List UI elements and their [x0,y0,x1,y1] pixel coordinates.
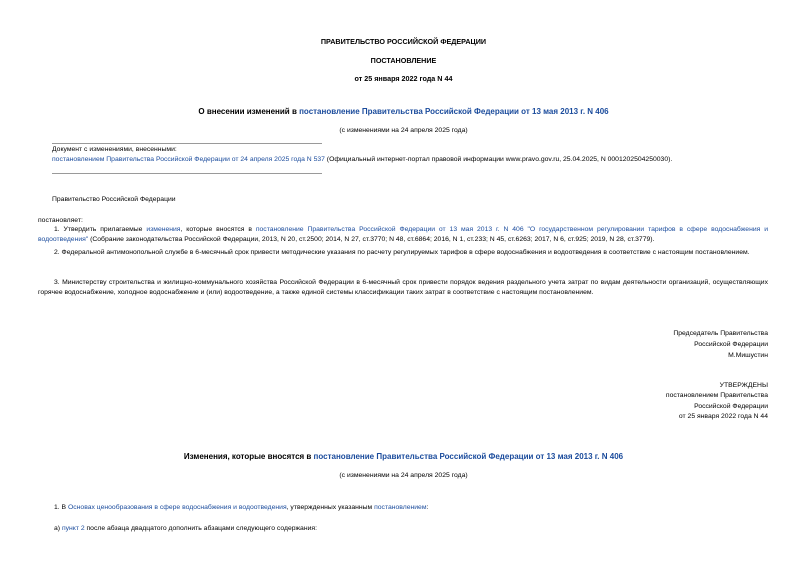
signature-position: Председатель Правительства [673,330,768,337]
signature-name: М.Мишустин [728,352,768,359]
government-heading: ПРАВИТЕЛЬСТВО РОССИЙСКОЙ ФЕДЕРАЦИИ [320,37,487,46]
amendments-top-rule [52,143,322,144]
changes-title-prefix: Изменения, которые вносятся в [183,452,314,461]
item1-text-c: : [426,504,429,511]
pricing-basics-link[interactable]: Основах ценообразования в сфере водоснабжения и водоотведения [67,504,287,511]
title-prefix: О внесении изменений в [198,107,300,116]
approved-heading: УТВЕРЖДЕНЫ [719,382,768,389]
changes-title-resolution-link[interactable]: постановление Правительства Российской Федерации от 13 мая 2013 г. N 406 [313,452,624,461]
item1-resolution-link[interactable]: постановлением [374,504,427,511]
changes-section-note: (с изменениями на 24 апреля 2025 года) [339,472,468,479]
p1-text-b: , которые вносятся в [180,226,256,233]
document-date-number: от 25 января 2022 года N 44 [354,74,453,83]
document-title [0,107,807,116]
paragraph-3: 3. Министерству строительства и жилищно-коммунального хозяйства Российской Федерации в 6-месячный срок привести порядок ведения раздельного учета затрат по видам деятельности организаций, осуществляющих горячее водоснабжение, холодное водоснабжение и (или) водоотведение, а также единой системы классификации таких затрат в соответствие с настоящим постановлением. [38,279,768,296]
p1-resolution-link[interactable]: постановление Правительства Российской Федерации от 13 мая 2013 г. N 406 "О государственном регулировании тарифов в сфере водоснабжения и водоотведения" [38,226,768,243]
changes-item-1 [54,504,428,511]
changes-subitem-a [54,525,317,532]
approved-line-2: постановлением Правительства [665,392,768,399]
p1-changes-link[interactable]: изменения [146,226,181,233]
subitem-a-label: а) [54,525,62,532]
item1-text-b: , утвержденных указанным [286,504,375,511]
amendment-resolution-link[interactable]: постановлением Правительства Российской Федерации от 24 апреля 2025 года N 537 [52,156,325,163]
signature-country: Российской Федерации [694,341,768,348]
title-resolution-link[interactable]: постановление Правительства Российской Федерации от 13 мая 2013 г. N 406 [299,107,609,116]
point-2-link[interactable]: пункт 2 [61,525,85,532]
government-line: Правительство Российской Федерации [52,196,176,203]
amendments-bottom-rule [52,173,322,174]
item1-text-a: 1. В [54,504,68,511]
subitem-a-text: после абзаца двадцатого дополнить абзацами следующего содержания: [84,525,317,532]
approved-line-3: Российской Федерации [694,403,768,410]
amendments-label: Документ с изменениями, внесенными: [52,146,177,153]
changes-title [0,452,807,461]
paragraph-1 [38,225,768,244]
p1-text-c: (Собрание законодательства Российской Федерации, 2013, N 20, ст.2500; 2014, N 27, ст.3770; N 48, ст.6864; 2016, N 1, ст.233; N 45, ст.6263; 2017, N 6, ст.925; 2019, N 28, ст.3779). [88,235,655,243]
p1-text-a: 1. Утвердить прилагаемые [54,226,147,233]
amendment-source: (Официальный интернет-портал правовой информации www.pravo.gov.ru, 25.04.2025, N 0001202504250030). [324,156,673,163]
amendments-line [52,156,672,163]
document-type: ПОСТАНОВЛЕНИЕ [370,56,437,65]
title-changes-note: (с изменениями на 24 апреля 2025 года) [339,127,468,134]
resolves-word: постановляет: [38,217,83,224]
paragraph-2: 2. Федеральной антимонопольной службе в 6-месячный срок привести методические указания по расчету регулируемых тарифов в сфере водоснабжения и водоотведения в соответствие с настоящим постановлением. [54,249,750,256]
approved-line-4: от 25 января 2022 года N 44 [678,413,768,420]
